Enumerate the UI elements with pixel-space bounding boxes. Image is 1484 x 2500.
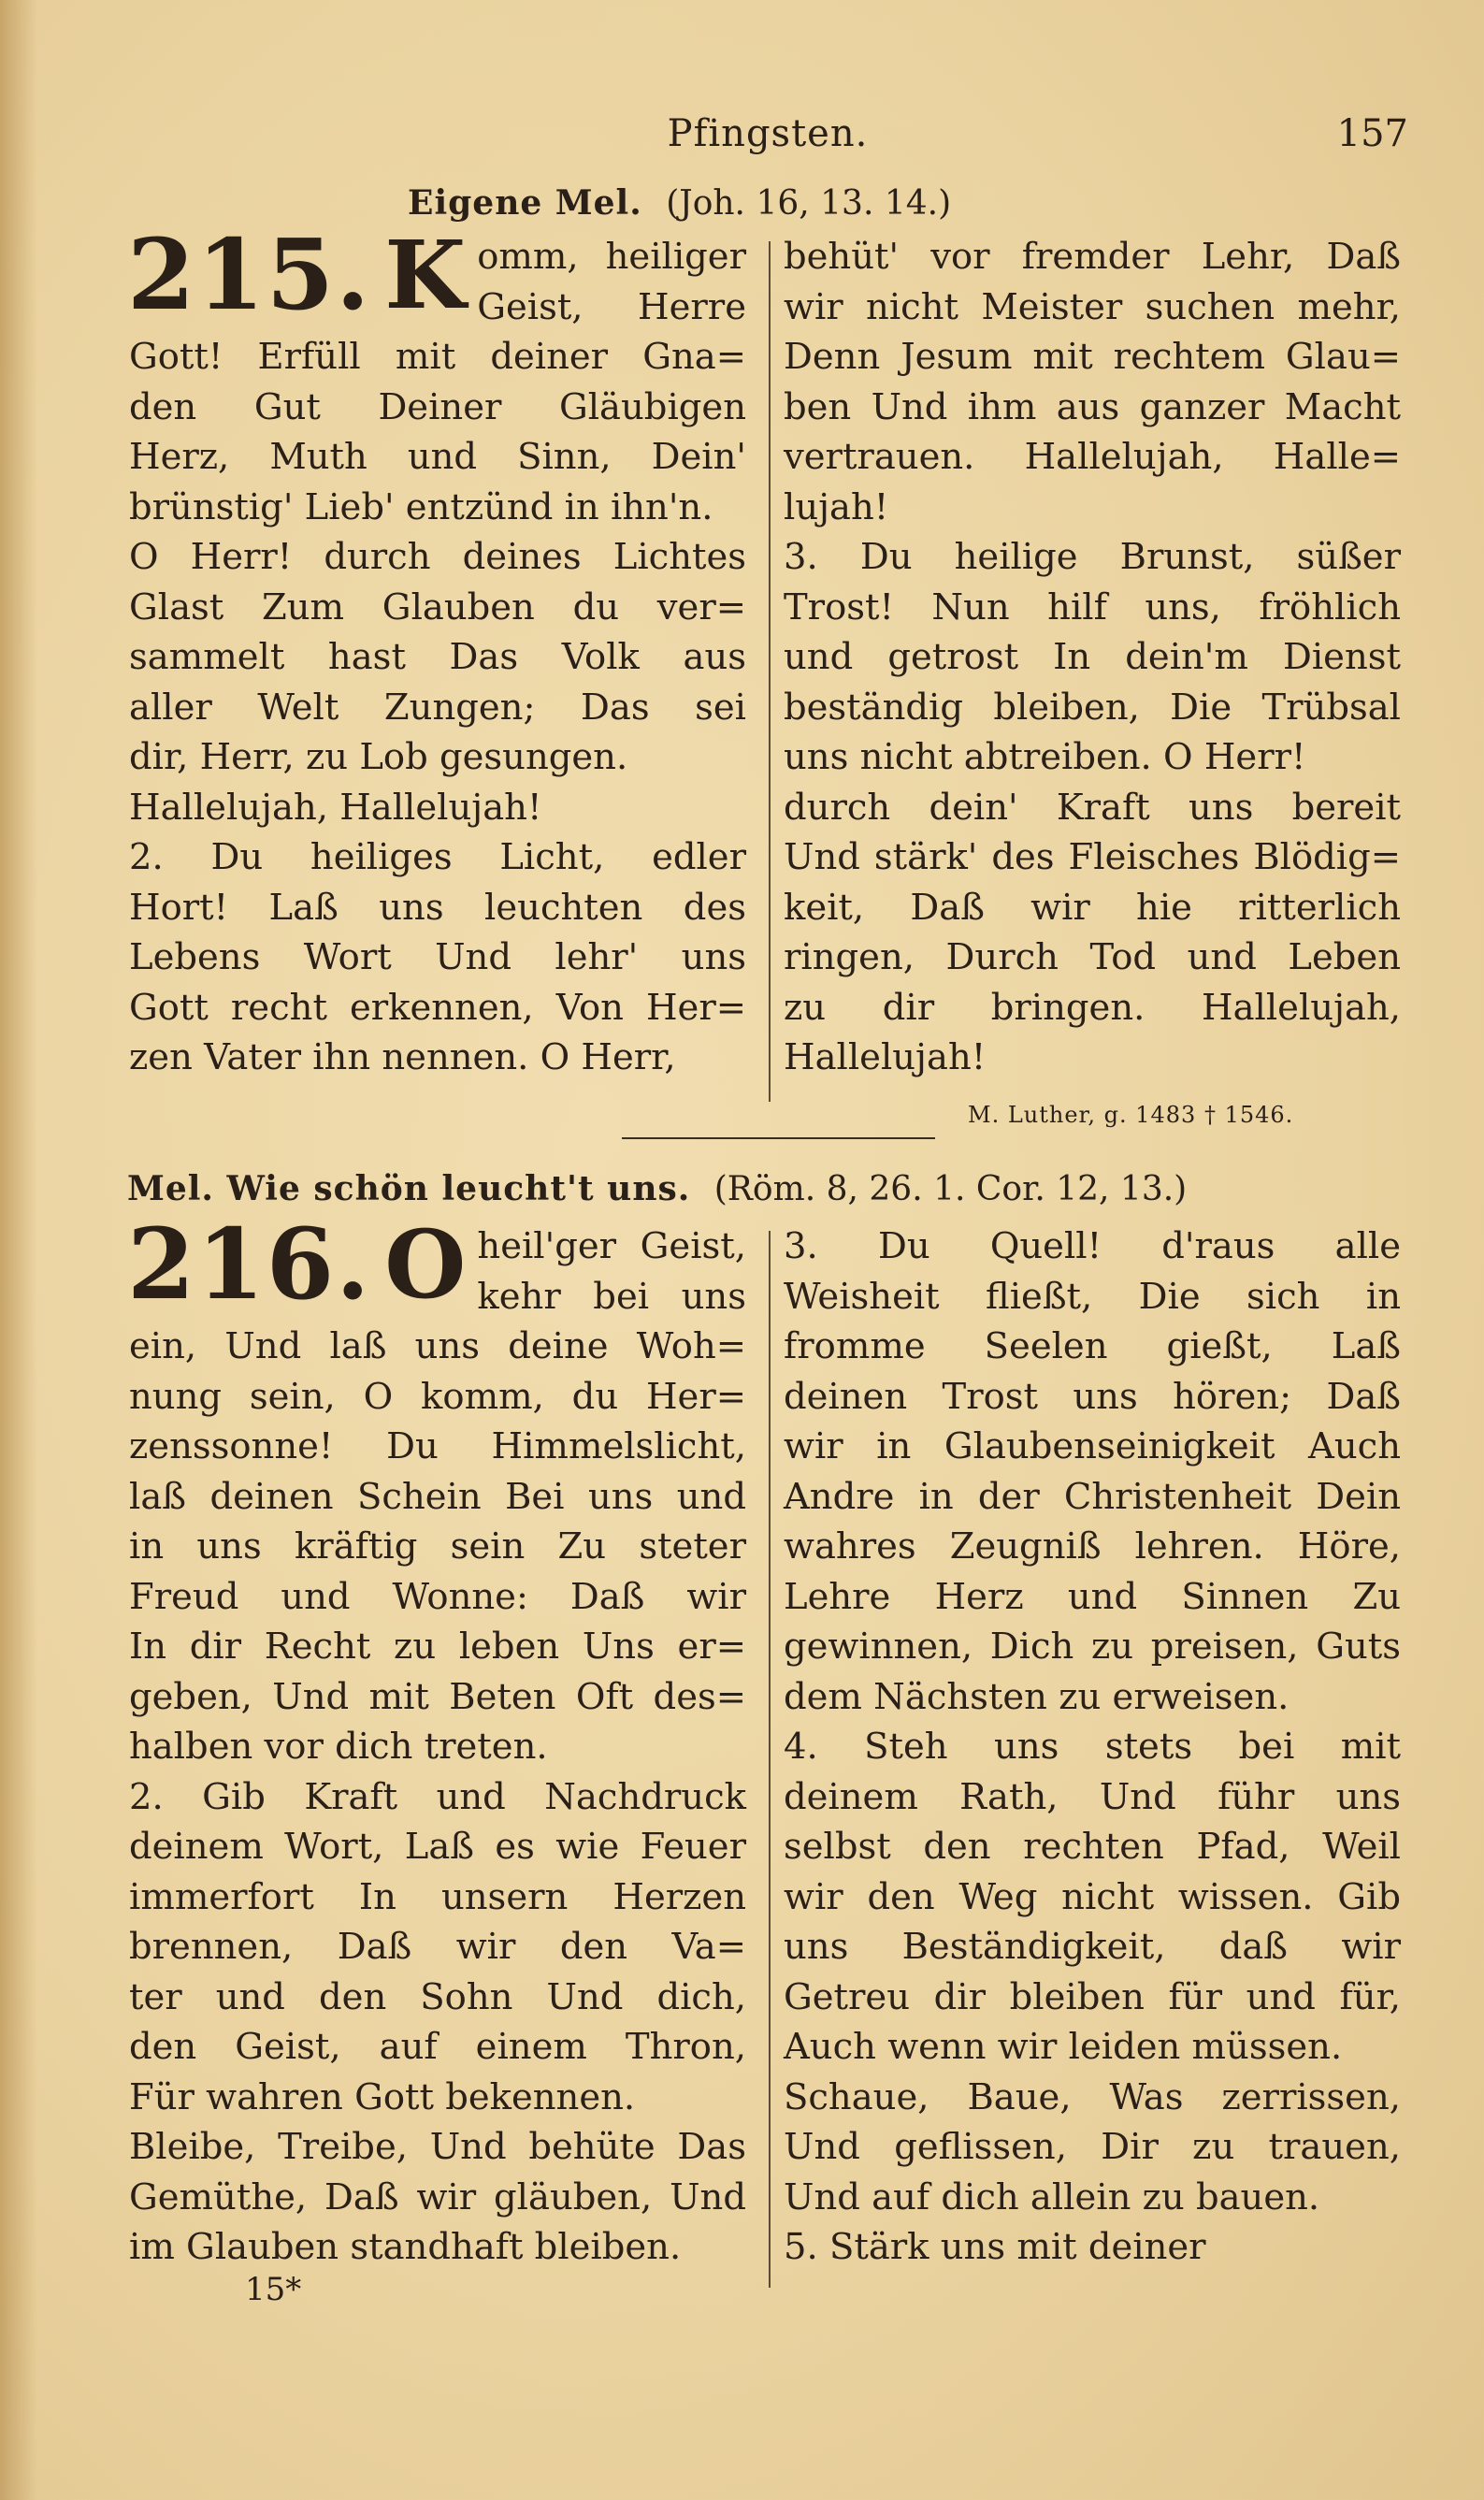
text-line: ein, Und laß uns deine Woh=: [129, 1325, 746, 1367]
text-line: brennen, Daß wir den Va=: [129, 1926, 746, 1968]
text-line: deinem Rath, Und führ uns: [784, 1775, 1401, 1818]
text-line: wir nicht Meister suchen mehr,: [784, 285, 1401, 328]
text-line: Weisheit fließt, Die sich in: [784, 1275, 1401, 1318]
hymn-215-reference: (Joh. 16, 13. 14.): [666, 184, 952, 223]
text-line: 3. Du Quell! d'raus alle: [784, 1225, 1401, 1267]
text-line: deinen Trost uns hören; Daß: [784, 1375, 1401, 1418]
column-divider-215: [769, 241, 771, 1102]
text-line: gewinnen, Dich zu preisen, Guts: [784, 1626, 1401, 1668]
text-line: Hallelujah!: [784, 1036, 987, 1078]
hymn-215-initial: K: [384, 220, 467, 330]
text-line: 2. Du heiliges Licht, edler: [129, 836, 746, 878]
hymn-216-heading: [127, 1169, 1408, 1208]
text-line: den Geist, auf einem Thron,: [129, 2026, 746, 2068]
text-line: geben, Und mit Beten Oft des=: [129, 1675, 746, 1718]
hymn-216-melody: Mel. Wie schön leucht't uns.: [127, 1169, 691, 1208]
text-line: lujah!: [784, 485, 889, 528]
text-line: Gott recht erkennen, Von Her=: [129, 986, 746, 1029]
text-line: Schaue, Baue, Was zerrissen,: [784, 2075, 1401, 2118]
text-line: Auch wenn wir leiden müssen.: [784, 2026, 1343, 2068]
text-line: den Gut Deiner Gläubigen: [129, 385, 746, 428]
text-line: ringen, Durch Tod und Leben: [784, 936, 1401, 978]
text-line: selbst den rechten Pfad, Weil: [784, 1826, 1401, 1868]
text-line: heil'ger Geist,: [477, 1225, 746, 1267]
text-line: Und stärk' des Fleisches Blödig=: [784, 836, 1401, 878]
section-title: Pfingsten.: [667, 112, 869, 155]
hymn-215-number: 215.: [127, 217, 372, 332]
text-line: 5. Stärk uns mit deiner: [784, 2226, 1206, 2268]
text-line: zen Vater ihn nennen. O Herr,: [129, 1036, 676, 1078]
text-line: laß deinen Schein Bei uns und: [129, 1475, 746, 1518]
text-line: Andre in der Christenheit Dein: [784, 1475, 1401, 1518]
page-number: 157: [1336, 112, 1408, 155]
text-line: Geist, Herre: [477, 285, 746, 328]
running-header: [127, 112, 1408, 168]
text-line: Bleibe, Treibe, Und behüte Das: [129, 2126, 746, 2168]
hymn-216-left-column: [127, 1207, 746, 2273]
page-edge-shadow: [0, 0, 37, 2500]
text-line: im Glauben standhaft bleiben.: [129, 2226, 682, 2268]
text-line: kehr bei uns: [477, 1275, 746, 1318]
text-line: beständig bleiben, Die Trübsal: [784, 686, 1401, 729]
text-line: fromme Seelen gießt, Laß: [784, 1325, 1401, 1367]
text-line: aller Welt Zungen; Das sei: [129, 686, 746, 729]
hymn-215-left-column: [127, 217, 746, 1083]
hymn-216-reference: (Röm. 8, 26. 1. Cor. 12, 13.): [713, 1170, 1188, 1208]
text-line: Glast Zum Glauben du ver=: [129, 585, 746, 629]
text-line: Trost! Nun hilf uns, fröhlich: [784, 585, 1401, 629]
text-line: Herz, Muth und Sinn, Dein': [129, 436, 746, 478]
text-line: 3. Du heilige Brunst, süßer: [784, 536, 1401, 578]
text-line: immerfort In unsern Herzen: [129, 1875, 746, 1918]
text-line: keit, Daß wir hie ritterlich: [784, 886, 1401, 929]
text-line: und getrost In dein'm Dienst: [784, 636, 1401, 678]
text-line: nung sein, O komm, du Her=: [129, 1375, 746, 1418]
text-line: Denn Jesum mit rechtem Glau=: [784, 336, 1401, 378]
text-line: vertrauen. Hallelujah, Halle=: [784, 436, 1401, 478]
text-line: zu dir bringen. Hallelujah,: [784, 986, 1401, 1029]
text-line: in uns kräftig sein Zu steter: [129, 1525, 746, 1568]
text-line: Hallelujah, Hallelujah!: [129, 786, 542, 829]
text-line: Lebens Wort Und lehr' uns: [129, 936, 746, 978]
text-line: O Herr! durch deines Lichtes: [129, 536, 746, 578]
text-line: wir in Glaubenseinigkeit Auch: [784, 1425, 1401, 1467]
hymn-215-melody: Eigene Mel.: [408, 183, 642, 223]
text-line: durch dein' Kraft uns bereit: [784, 786, 1401, 829]
text-line: behüt' vor fremder Lehr, Daß: [784, 236, 1401, 278]
text-line: 2. Gib Kraft und Nachdruck: [129, 1775, 746, 1818]
text-line: In dir Recht zu leben Uns er=: [129, 1626, 746, 1668]
text-line: uns nicht abtreiben. O Herr!: [784, 736, 1306, 778]
hymn-216-right-column: [784, 1221, 1401, 2273]
text-line: 4. Steh uns stets bei mit: [784, 1726, 1401, 1768]
text-line: Gott! Erfüll mit deiner Gna=: [129, 336, 746, 378]
text-line: zenssonne! Du Himmelslicht,: [129, 1425, 746, 1467]
text-line: Lehre Herz und Sinnen Zu: [784, 1575, 1401, 1618]
text-line: Für wahren Gott bekennen.: [129, 2075, 636, 2118]
hymn-separator-rule: [622, 1137, 935, 1139]
column-divider-216: [769, 1231, 771, 2288]
text-line: Gemüthe, Daß wir gläuben, Und: [129, 2175, 746, 2218]
text-line: Und geflissen, Dir zu trauen,: [784, 2126, 1401, 2168]
hymn-216-number: 216.: [127, 1207, 372, 1322]
text-line: uns Beständigkeit, daß wir: [784, 1926, 1401, 1968]
text-line: brünstig' Lieb' entzünd in ihn'n.: [129, 485, 713, 528]
hymn-215-author: M. Luther, g. 1483 † 1546.: [968, 1102, 1294, 1128]
text-line: deinem Wort, Laß es wie Feuer: [129, 1826, 746, 1868]
text-line: wir den Weg nicht wissen. Gib: [784, 1875, 1401, 1918]
text-line: Und auf dich allein zu bauen.: [784, 2175, 1320, 2218]
text-line: wahres Zeugniß lehren. Höre,: [784, 1525, 1401, 1568]
text-line: Getreu dir bleiben für und für,: [784, 1975, 1401, 2018]
text-line: Freud und Wonne: Daß wir: [129, 1575, 746, 1618]
hymn-216-initial: O: [384, 1209, 467, 1320]
text-line: dir, Herr, zu Lob gesungen.: [129, 736, 628, 778]
text-line: ter und den Sohn Und dich,: [129, 1975, 746, 2018]
text-line: halben vor dich treten.: [129, 1726, 548, 1768]
text-line: sammelt hast Das Volk aus: [129, 636, 746, 678]
text-line: ben Und ihm aus ganzer Macht: [784, 385, 1401, 428]
text-line: dem Nächsten zu erweisen.: [784, 1675, 1289, 1718]
hymn-215-right-column: [784, 232, 1401, 1083]
text-line: Hort! Laß uns leuchten des: [129, 886, 746, 929]
signature-mark: 15*: [245, 2271, 302, 2308]
text-line: omm, heiliger: [477, 236, 746, 278]
